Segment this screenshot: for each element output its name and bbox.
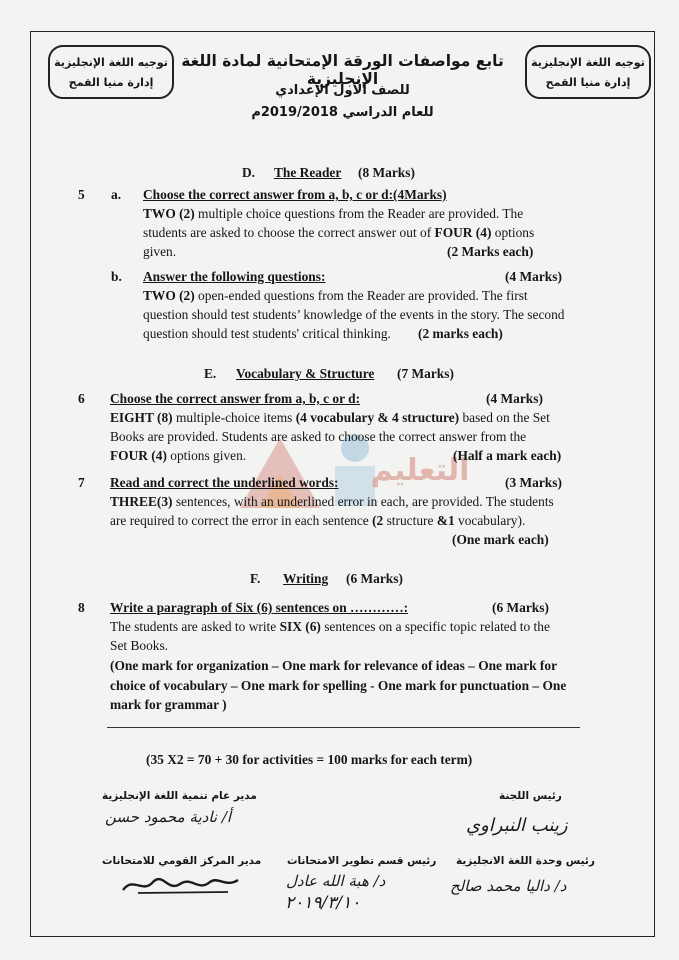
stamp-line-2: إدارة منيا القمح xyxy=(68,76,154,89)
english-unit-head-signature: د/ داليا محمد صالح xyxy=(450,877,567,895)
part-b-line-3: question should test students' critical thinking. xyxy=(143,326,391,341)
question-6-line-1: EIGHT (8) multiple-choice items (4 vocabulary & 4 structure) based on the Set xyxy=(110,410,550,425)
part-a-label: a. xyxy=(111,187,122,202)
exam-development-head-title: رئيس قسم تطوير الامتحانات xyxy=(287,855,437,867)
committee-head-title: رئيس اللجنة xyxy=(499,790,562,802)
question-number-7: 7 xyxy=(78,475,85,490)
section-f-title: Writing xyxy=(283,571,329,586)
question-7-marks-each: (One mark each) xyxy=(452,532,549,547)
section-d-title: The Reader xyxy=(274,165,342,180)
section-e-title: Vocabulary & Structure xyxy=(236,366,375,381)
divider-line xyxy=(107,727,580,728)
document-title: تابع مواصفات الورقة الإمتحانية لمادة اللغة الإنجليزية xyxy=(181,52,504,88)
question-8-heading: Write a paragraph of Six (6) sentences on …………: xyxy=(110,600,409,615)
part-b-marks: (4 Marks) xyxy=(505,269,562,284)
department-stamp-right xyxy=(525,45,651,99)
national-center-director-title: مدير المركز القومي للامتحانات xyxy=(102,855,262,867)
department-stamp-left xyxy=(48,45,174,99)
question-6-line-3: FOUR (4) options given. xyxy=(110,448,247,463)
question-number-8: 8 xyxy=(78,600,85,615)
part-a-marks-each: (2 Marks each) xyxy=(447,244,534,259)
stamp-line-1: توجيه اللغة الإنجليزية xyxy=(54,56,168,69)
question-7-line-1: THREE(3) sentences, with an underlined error in each, are provided. The students xyxy=(110,494,554,509)
question-6-heading: Choose the correct answer from a, b, c or d: xyxy=(110,391,361,406)
total-marks-formula: (35 X2 = 70 + 30 for activities = 100 marks for each term) xyxy=(146,752,473,767)
part-b-line-1: TWO (2) open-ended questions from the Reader are provided. The first xyxy=(143,288,528,303)
question-6-line-2: Books are provided. Students are asked to choose the correct answer from the xyxy=(110,429,527,444)
question-8-line-2: Set Books. xyxy=(110,638,169,653)
section-f-letter: F. xyxy=(250,571,261,586)
section-d-letter: D. xyxy=(242,165,256,180)
exam-development-head-signature: د/ هبة الله عادل xyxy=(286,872,386,890)
section-e-marks: (7 Marks) xyxy=(397,366,454,381)
question-number-5: 5 xyxy=(78,187,85,202)
english-unit-head-title: رئيس وحدة اللغة الانجليزية xyxy=(456,855,595,867)
section-e-letter: E. xyxy=(204,366,217,381)
watermark-text: التعليم xyxy=(370,453,470,488)
part-b-line-2: question should test students’ knowledge of the events in the story. The second xyxy=(143,307,565,322)
national-center-signature xyxy=(118,868,243,898)
stamp-line-1: توجيه اللغة الإنجليزية xyxy=(531,56,645,69)
part-b-label: b. xyxy=(111,269,122,284)
question-8-marks: (6 Marks) xyxy=(492,600,549,615)
committee-head-signature: زينب النبراوي xyxy=(466,815,568,836)
signature-date: ٢٠١٩/٣/١٠ xyxy=(285,893,361,913)
question-8-line-1: The students are asked to write SIX (6) sentences on a specific topic related to the xyxy=(110,619,550,634)
question-6-marks: (4 Marks) xyxy=(486,391,543,406)
part-a-line-1: TWO (2) multiple choice questions from the Reader are provided. The xyxy=(143,206,524,221)
part-a-heading: Choose the correct answer from a, b, c or d:(4Marks) xyxy=(143,187,447,202)
part-b-marks-each: (2 marks each) xyxy=(418,326,503,341)
general-director-signature: أ/ نادية محمود حسن xyxy=(105,808,232,826)
stamp-line-2: إدارة منيا القمح xyxy=(545,76,631,89)
question-7-heading: Read and correct the underlined words: xyxy=(110,475,339,490)
question-7-line-2: are required to correct the error in each sentence (2 structure &1 vocabulary). xyxy=(110,513,526,528)
general-director-title: مدير عام تنمية اللغة الإنجليزية xyxy=(102,790,257,802)
section-f-marks: (6 Marks) xyxy=(346,571,403,586)
question-7-marks: (3 Marks) xyxy=(505,475,562,490)
question-6-marks-each: (Half a mark each) xyxy=(453,448,562,463)
section-d-marks: (8 Marks) xyxy=(358,165,415,180)
part-a-line-3: given. xyxy=(143,244,177,259)
academic-year: للعام الدراسي 2019/2018م xyxy=(251,105,434,120)
grading-criteria: (One mark for organization – One mark for relevance of ideas – One mark for choice of vocabulary – One mark for spelling - One mark for punctuation – One mark for grammar ) xyxy=(110,658,567,713)
grade-line: للصف الأول الإعدادي xyxy=(275,83,410,98)
part-b-heading: Answer the following questions: xyxy=(143,269,326,284)
question-number-6: 6 xyxy=(78,391,85,406)
part-a-line-2: students are asked to choose the correct answer out of FOUR (4) options xyxy=(143,225,535,240)
